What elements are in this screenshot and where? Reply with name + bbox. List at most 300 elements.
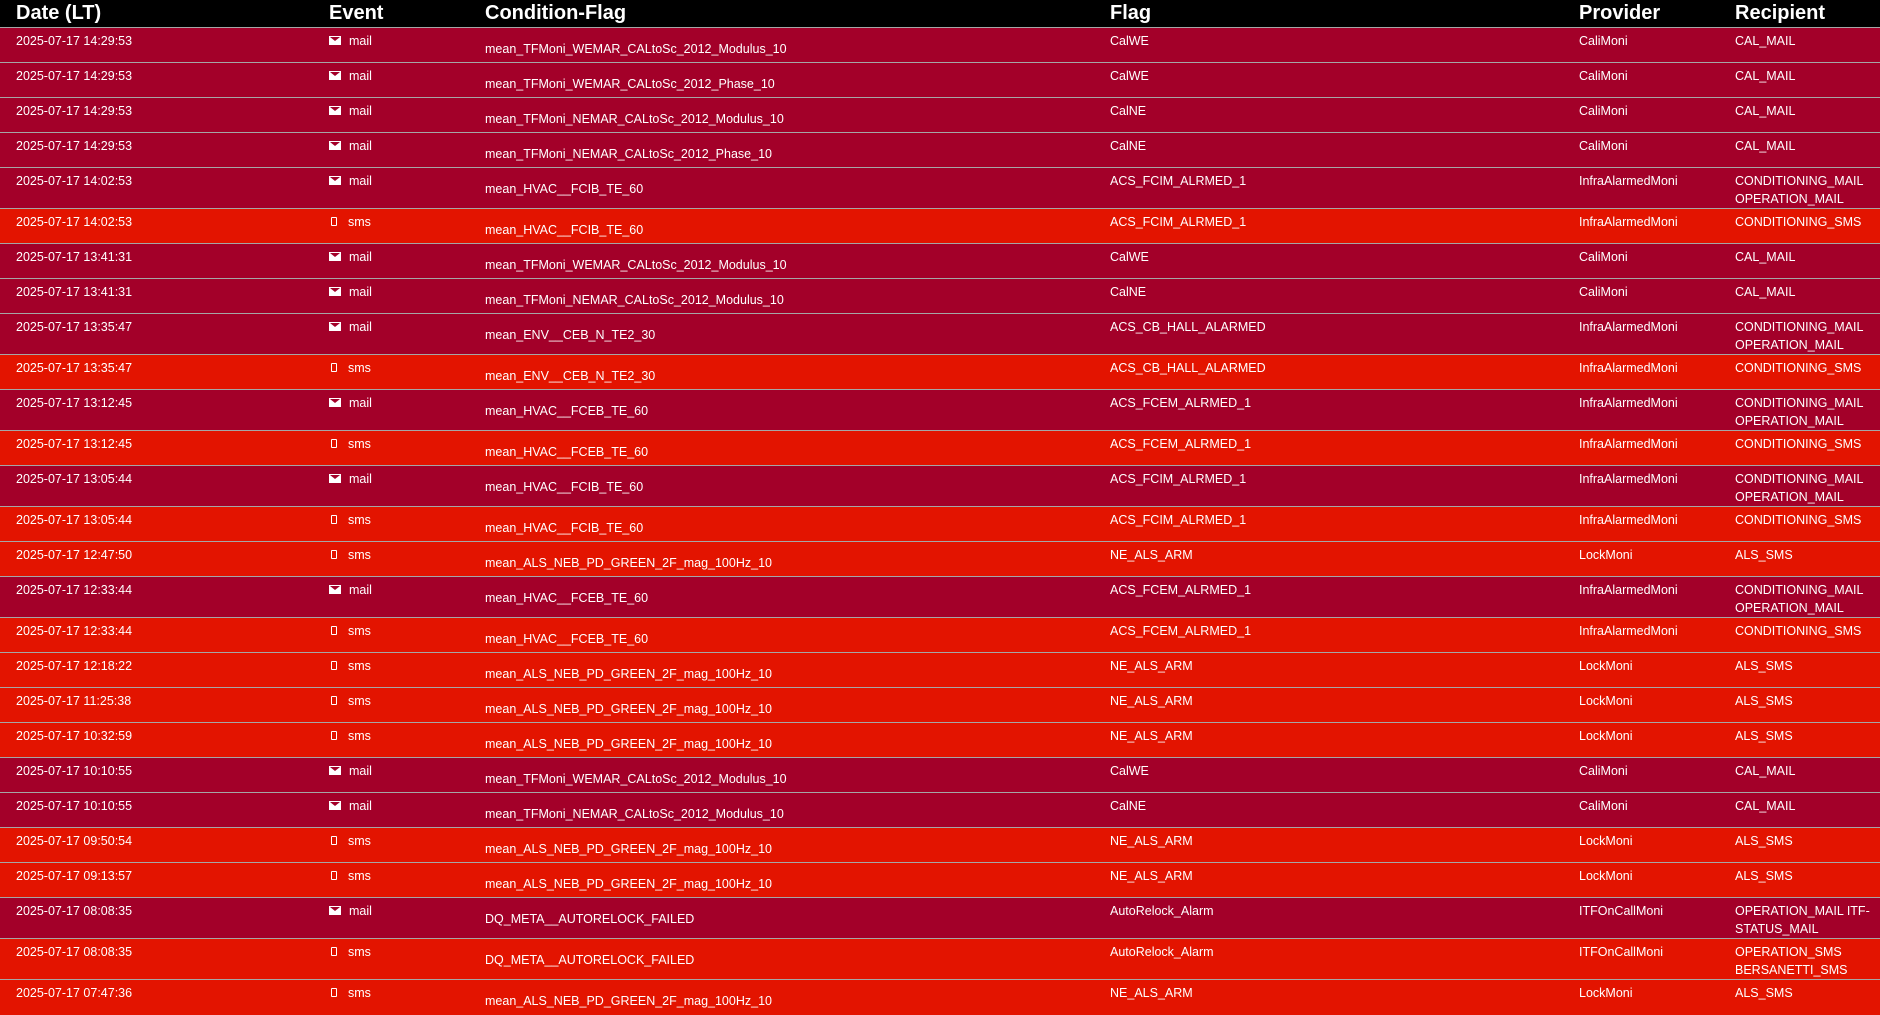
recipient-line: OPERATION_MAIL	[1735, 490, 1844, 504]
condition-flag-cell	[469, 244, 1094, 279]
table-row[interactable]	[0, 939, 1880, 980]
condition-flag-cell	[469, 898, 1094, 939]
date-cell: 2025-07-17 14:29:53	[0, 28, 313, 63]
condition-flag-text: mean_HVAC__FCIB_TE_60	[485, 480, 644, 494]
recipient-line: CONDITIONING_SMS	[1735, 437, 1862, 451]
condition-flag-cell	[469, 168, 1094, 209]
condition-flag-text: mean_ENV__CEB_N_TE2_30	[485, 369, 656, 383]
recipient-line: CAL_MAIL	[1735, 285, 1796, 299]
condition-flag-cell	[469, 723, 1094, 758]
envelope-icon	[329, 474, 341, 483]
event-cell	[313, 466, 469, 507]
recipient-cell	[1719, 828, 1880, 863]
flag-cell: ACS_FCEM_ALRMED_1	[1094, 618, 1563, 653]
condition-flag-cell	[469, 980, 1094, 1015]
date-cell: 2025-07-17 12:33:44	[0, 618, 313, 653]
event-cell	[313, 898, 469, 939]
condition-flag-text: DQ_META__AUTORELOCK_FAILED	[485, 912, 695, 926]
table-row[interactable]	[0, 98, 1880, 133]
provider-cell: CaliMoni	[1563, 133, 1719, 168]
recipient-line: CONDITIONING_SMS	[1735, 215, 1862, 229]
recipient-line: CONDITIONING_MAIL	[1735, 583, 1864, 597]
condition-flag-cell	[469, 314, 1094, 355]
event-cell	[313, 279, 469, 314]
header-flag[interactable]: Flag	[1094, 0, 1563, 28]
event-cell	[313, 507, 469, 542]
recipient-line: OPERATION_MAIL	[1735, 601, 1844, 615]
table-row[interactable]	[0, 758, 1880, 793]
condition-flag-cell	[469, 688, 1094, 723]
condition-flag-cell	[469, 466, 1094, 507]
date-cell: 2025-07-17 13:41:31	[0, 244, 313, 279]
date-cell: 2025-07-17 14:02:53	[0, 168, 313, 209]
table-row[interactable]	[0, 577, 1880, 618]
recipient-cell	[1719, 279, 1880, 314]
recipient-line: CAL_MAIL	[1735, 69, 1796, 83]
phone-icon	[331, 696, 337, 705]
condition-flag-text: DQ_META__AUTORELOCK_FAILED	[485, 953, 695, 967]
event-label: mail	[349, 904, 372, 918]
event-cell	[313, 758, 469, 793]
condition-flag-text: mean_TFMoni_WEMAR_CALtoSc_2012_Modulus_10	[485, 258, 787, 272]
event-cell	[313, 863, 469, 898]
recipient-cell	[1719, 98, 1880, 133]
table-row[interactable]	[0, 793, 1880, 828]
date-cell: 2025-07-17 08:08:35	[0, 939, 313, 980]
recipient-line: OPERATION_MAIL ITF-	[1735, 904, 1870, 918]
envelope-icon	[329, 398, 341, 407]
event-label: sms	[348, 548, 371, 562]
provider-cell: CaliMoni	[1563, 244, 1719, 279]
flag-cell: AutoRelock_Alarm	[1094, 939, 1563, 980]
event-cell	[313, 828, 469, 863]
event-label: sms	[348, 834, 371, 848]
flag-cell: ACS_FCIM_ALRMED_1	[1094, 168, 1563, 209]
header-provider[interactable]: Provider	[1563, 0, 1719, 28]
date-cell: 2025-07-17 14:29:53	[0, 133, 313, 168]
condition-flag-text: mean_HVAC__FCEB_TE_60	[485, 591, 649, 605]
recipient-line: ALS_SMS	[1735, 729, 1793, 743]
recipient-cell	[1719, 431, 1880, 466]
envelope-icon	[329, 801, 341, 810]
recipient-line: STATUS_MAIL	[1735, 922, 1819, 936]
recipient-line: OPERATION_MAIL	[1735, 414, 1844, 428]
table-row[interactable]	[0, 507, 1880, 542]
flag-cell: CalNE	[1094, 98, 1563, 133]
event-cell	[313, 980, 469, 1015]
recipient-cell	[1719, 390, 1880, 431]
recipient-line: CAL_MAIL	[1735, 34, 1796, 48]
event-label: sms	[348, 986, 371, 1000]
recipient-line: CONDITIONING_SMS	[1735, 361, 1862, 375]
event-label: mail	[349, 764, 372, 778]
condition-flag-text: mean_HVAC__FCIB_TE_60	[485, 521, 644, 535]
recipient-line: CONDITIONING_SMS	[1735, 624, 1862, 638]
recipient-line: ALS_SMS	[1735, 869, 1793, 883]
table-row[interactable]	[0, 898, 1880, 939]
flag-cell: ACS_CB_HALL_ALARMED	[1094, 314, 1563, 355]
event-label: mail	[349, 139, 372, 153]
event-label: mail	[349, 250, 372, 264]
envelope-icon	[329, 176, 341, 185]
date-cell: 2025-07-17 14:02:53	[0, 209, 313, 244]
phone-icon	[331, 515, 337, 524]
flag-cell: NE_ALS_ARM	[1094, 723, 1563, 758]
recipient-line: ALS_SMS	[1735, 986, 1793, 1000]
recipient-line: CAL_MAIL	[1735, 799, 1796, 813]
flag-cell: NE_ALS_ARM	[1094, 653, 1563, 688]
header-date[interactable]: Date (LT)	[0, 0, 313, 28]
provider-cell: LockMoni	[1563, 542, 1719, 577]
date-cell: 2025-07-17 12:18:22	[0, 653, 313, 688]
condition-flag-text: mean_TFMoni_NEMAR_CALtoSc_2012_Phase_10	[485, 147, 772, 161]
flag-cell: NE_ALS_ARM	[1094, 688, 1563, 723]
event-cell	[313, 577, 469, 618]
recipient-line: ALS_SMS	[1735, 834, 1793, 848]
event-label: mail	[349, 583, 372, 597]
recipient-line: ALS_SMS	[1735, 548, 1793, 562]
header-condition-flag[interactable]: Condition-Flag	[469, 0, 1094, 28]
provider-cell: InfraAlarmedMoni	[1563, 209, 1719, 244]
condition-flag-text: mean_HVAC__FCIB_TE_60	[485, 223, 644, 237]
date-cell: 2025-07-17 12:47:50	[0, 542, 313, 577]
envelope-icon	[329, 906, 341, 915]
event-cell	[313, 431, 469, 466]
flag-cell: ACS_FCEM_ALRMED_1	[1094, 390, 1563, 431]
flag-cell: CalWE	[1094, 28, 1563, 63]
condition-flag-text: mean_ALS_NEB_PD_GREEN_2F_mag_100Hz_10	[485, 877, 772, 891]
condition-flag-cell	[469, 758, 1094, 793]
provider-cell: LockMoni	[1563, 863, 1719, 898]
date-cell: 2025-07-17 14:29:53	[0, 63, 313, 98]
recipient-cell	[1719, 63, 1880, 98]
phone-icon	[331, 988, 337, 997]
event-cell	[313, 355, 469, 390]
envelope-icon	[329, 71, 341, 80]
condition-flag-cell	[469, 390, 1094, 431]
recipient-line: OPERATION_SMS	[1735, 945, 1842, 959]
recipient-line: CAL_MAIL	[1735, 104, 1796, 118]
table-row[interactable]	[0, 244, 1880, 279]
flag-cell: CalWE	[1094, 63, 1563, 98]
flag-cell: NE_ALS_ARM	[1094, 542, 1563, 577]
flag-cell: AutoRelock_Alarm	[1094, 898, 1563, 939]
provider-cell: LockMoni	[1563, 723, 1719, 758]
recipient-line: CAL_MAIL	[1735, 764, 1796, 778]
flag-cell: CalNE	[1094, 133, 1563, 168]
condition-flag-text: mean_ALS_NEB_PD_GREEN_2F_mag_100Hz_10	[485, 702, 772, 716]
date-cell: 2025-07-17 11:25:38	[0, 688, 313, 723]
event-label: mail	[349, 396, 372, 410]
event-label: sms	[348, 659, 371, 673]
table-row[interactable]	[0, 723, 1880, 758]
recipient-cell	[1719, 723, 1880, 758]
date-cell: 2025-07-17 09:13:57	[0, 863, 313, 898]
recipient-cell	[1719, 898, 1880, 939]
provider-cell: LockMoni	[1563, 828, 1719, 863]
flag-cell: CalWE	[1094, 244, 1563, 279]
event-label: sms	[348, 437, 371, 451]
date-cell: 2025-07-17 10:10:55	[0, 793, 313, 828]
condition-flag-text: mean_ALS_NEB_PD_GREEN_2F_mag_100Hz_10	[485, 842, 772, 856]
provider-cell: LockMoni	[1563, 688, 1719, 723]
phone-icon	[331, 550, 337, 559]
phone-icon	[331, 947, 337, 956]
condition-flag-cell	[469, 828, 1094, 863]
provider-cell: InfraAlarmedMoni	[1563, 466, 1719, 507]
condition-flag-cell	[469, 863, 1094, 898]
event-label: mail	[349, 285, 372, 299]
event-label: sms	[348, 729, 371, 743]
provider-cell: LockMoni	[1563, 980, 1719, 1015]
event-label: sms	[348, 694, 371, 708]
condition-flag-cell	[469, 939, 1094, 980]
recipient-cell	[1719, 168, 1880, 209]
table-row[interactable]	[0, 355, 1880, 390]
recipient-cell	[1719, 244, 1880, 279]
condition-flag-text: mean_ALS_NEB_PD_GREEN_2F_mag_100Hz_10	[485, 737, 772, 751]
flag-cell: ACS_FCIM_ALRMED_1	[1094, 507, 1563, 542]
event-cell	[313, 314, 469, 355]
date-cell: 2025-07-17 13:35:47	[0, 355, 313, 390]
flag-cell: ACS_FCIM_ALRMED_1	[1094, 209, 1563, 244]
date-cell: 2025-07-17 14:29:53	[0, 98, 313, 133]
provider-cell: ITFOnCallMoni	[1563, 939, 1719, 980]
recipient-cell	[1719, 355, 1880, 390]
recipient-line: OPERATION_MAIL	[1735, 338, 1844, 352]
phone-icon	[331, 661, 337, 670]
provider-cell: ITFOnCallMoni	[1563, 898, 1719, 939]
event-label: mail	[349, 104, 372, 118]
recipient-line: CONDITIONING_MAIL	[1735, 174, 1864, 188]
table-row[interactable]	[0, 653, 1880, 688]
condition-flag-cell	[469, 28, 1094, 63]
condition-flag-cell	[469, 542, 1094, 577]
flag-cell: CalNE	[1094, 279, 1563, 314]
provider-cell: InfraAlarmedMoni	[1563, 355, 1719, 390]
event-cell	[313, 209, 469, 244]
provider-cell: InfraAlarmedMoni	[1563, 168, 1719, 209]
event-cell	[313, 98, 469, 133]
condition-flag-text: mean_TFMoni_WEMAR_CALtoSc_2012_Modulus_10	[485, 42, 787, 56]
condition-flag-cell	[469, 63, 1094, 98]
date-cell: 2025-07-17 10:32:59	[0, 723, 313, 758]
event-label: mail	[349, 174, 372, 188]
envelope-icon	[329, 585, 341, 594]
recipient-cell	[1719, 466, 1880, 507]
event-cell	[313, 688, 469, 723]
provider-cell: CaliMoni	[1563, 793, 1719, 828]
event-label: mail	[349, 34, 372, 48]
event-cell	[313, 939, 469, 980]
flag-cell: CalWE	[1094, 758, 1563, 793]
provider-cell: InfraAlarmedMoni	[1563, 618, 1719, 653]
condition-flag-cell	[469, 355, 1094, 390]
table-header	[0, 0, 1880, 28]
date-cell: 2025-07-17 08:08:35	[0, 898, 313, 939]
recipient-cell	[1719, 863, 1880, 898]
recipient-cell	[1719, 133, 1880, 168]
condition-flag-text: mean_TFMoni_WEMAR_CALtoSc_2012_Modulus_10	[485, 772, 787, 786]
recipient-cell	[1719, 209, 1880, 244]
condition-flag-text: mean_TFMoni_NEMAR_CALtoSc_2012_Modulus_10	[485, 112, 784, 126]
provider-cell: InfraAlarmedMoni	[1563, 507, 1719, 542]
date-cell: 2025-07-17 13:12:45	[0, 390, 313, 431]
recipient-cell	[1719, 793, 1880, 828]
condition-flag-cell	[469, 279, 1094, 314]
flag-cell: ACS_FCEM_ALRMED_1	[1094, 577, 1563, 618]
table-row[interactable]	[0, 168, 1880, 209]
table-row[interactable]	[0, 466, 1880, 507]
condition-flag-cell	[469, 98, 1094, 133]
phone-icon	[331, 217, 337, 226]
table-row[interactable]	[0, 863, 1880, 898]
provider-cell: LockMoni	[1563, 653, 1719, 688]
flag-cell: NE_ALS_ARM	[1094, 980, 1563, 1015]
condition-flag-text: mean_ALS_NEB_PD_GREEN_2F_mag_100Hz_10	[485, 994, 772, 1008]
recipient-line: ALS_SMS	[1735, 659, 1793, 673]
header-event[interactable]: Event	[313, 0, 469, 28]
condition-flag-text: mean_HVAC__FCIB_TE_60	[485, 182, 644, 196]
recipient-line: CONDITIONING_SMS	[1735, 513, 1862, 527]
provider-cell: InfraAlarmedMoni	[1563, 577, 1719, 618]
event-label: sms	[348, 361, 371, 375]
recipient-cell	[1719, 507, 1880, 542]
date-cell: 2025-07-17 13:05:44	[0, 507, 313, 542]
table-row[interactable]	[0, 279, 1880, 314]
recipient-cell	[1719, 653, 1880, 688]
envelope-icon	[329, 106, 341, 115]
date-cell: 2025-07-17 13:41:31	[0, 279, 313, 314]
table-row[interactable]	[0, 314, 1880, 355]
condition-flag-cell	[469, 618, 1094, 653]
condition-flag-text: mean_TFMoni_WEMAR_CALtoSc_2012_Phase_10	[485, 77, 775, 91]
recipient-line: CAL_MAIL	[1735, 250, 1796, 264]
table-row[interactable]	[0, 28, 1880, 63]
event-label: sms	[348, 945, 371, 959]
table-row[interactable]	[0, 133, 1880, 168]
envelope-icon	[329, 36, 341, 45]
table-row[interactable]	[0, 618, 1880, 653]
event-label: mail	[349, 320, 372, 334]
table-row[interactable]	[0, 542, 1880, 577]
envelope-icon	[329, 141, 341, 150]
event-label: mail	[349, 69, 372, 83]
event-cell	[313, 653, 469, 688]
envelope-icon	[329, 766, 341, 775]
recipient-cell	[1719, 542, 1880, 577]
recipient-cell	[1719, 618, 1880, 653]
recipient-cell	[1719, 314, 1880, 355]
phone-icon	[331, 836, 337, 845]
recipient-line: OPERATION_MAIL	[1735, 192, 1844, 206]
table-row[interactable]	[0, 688, 1880, 723]
event-cell	[313, 793, 469, 828]
date-cell: 2025-07-17 09:50:54	[0, 828, 313, 863]
provider-cell: InfraAlarmedMoni	[1563, 314, 1719, 355]
table-row[interactable]	[0, 828, 1880, 863]
phone-icon	[331, 363, 337, 372]
event-label: sms	[348, 513, 371, 527]
condition-flag-cell	[469, 507, 1094, 542]
event-label: sms	[348, 869, 371, 883]
condition-flag-text: mean_TFMoni_NEMAR_CALtoSc_2012_Modulus_10	[485, 807, 784, 821]
phone-icon	[331, 626, 337, 635]
provider-cell: InfraAlarmedMoni	[1563, 431, 1719, 466]
flag-cell: NE_ALS_ARM	[1094, 863, 1563, 898]
condition-flag-cell	[469, 653, 1094, 688]
envelope-icon	[329, 252, 341, 261]
condition-flag-text: mean_HVAC__FCEB_TE_60	[485, 404, 649, 418]
event-cell	[313, 723, 469, 758]
recipient-cell	[1719, 758, 1880, 793]
table-row[interactable]	[0, 390, 1880, 431]
recipient-line: CONDITIONING_MAIL	[1735, 472, 1864, 486]
recipient-cell	[1719, 688, 1880, 723]
phone-icon	[331, 439, 337, 448]
condition-flag-text: mean_ENV__CEB_N_TE2_30	[485, 328, 656, 342]
table-row[interactable]	[0, 209, 1880, 244]
event-cell	[313, 133, 469, 168]
recipient-line: CONDITIONING_MAIL	[1735, 396, 1864, 410]
condition-flag-text: mean_ALS_NEB_PD_GREEN_2F_mag_100Hz_10	[485, 667, 772, 681]
date-cell: 2025-07-17 13:12:45	[0, 431, 313, 466]
recipient-line: BERSANETTI_SMS	[1735, 963, 1848, 977]
event-cell	[313, 28, 469, 63]
recipient-cell	[1719, 28, 1880, 63]
condition-flag-cell	[469, 577, 1094, 618]
recipient-cell	[1719, 577, 1880, 618]
date-cell: 2025-07-17 13:35:47	[0, 314, 313, 355]
event-cell	[313, 618, 469, 653]
condition-flag-text: mean_TFMoni_NEMAR_CALtoSc_2012_Modulus_10	[485, 293, 784, 307]
recipient-line: ALS_SMS	[1735, 694, 1793, 708]
table-body	[0, 28, 1880, 1015]
event-label: sms	[348, 624, 371, 638]
table-row[interactable]	[0, 63, 1880, 98]
table-row[interactable]	[0, 980, 1880, 1015]
table-row[interactable]	[0, 431, 1880, 466]
flag-cell: ACS_CB_HALL_ALARMED	[1094, 355, 1563, 390]
provider-cell: CaliMoni	[1563, 758, 1719, 793]
phone-icon	[331, 871, 337, 880]
flag-cell: ACS_FCIM_ALRMED_1	[1094, 466, 1563, 507]
envelope-icon	[329, 322, 341, 331]
recipient-line: CAL_MAIL	[1735, 139, 1796, 153]
condition-flag-text: mean_HVAC__FCEB_TE_60	[485, 632, 649, 646]
envelope-icon	[329, 287, 341, 296]
recipient-cell	[1719, 980, 1880, 1015]
header-recipient[interactable]: Recipient	[1719, 0, 1880, 28]
event-cell	[313, 168, 469, 209]
condition-flag-cell	[469, 793, 1094, 828]
provider-cell: CaliMoni	[1563, 98, 1719, 133]
flag-cell: CalNE	[1094, 793, 1563, 828]
recipient-line: CONDITIONING_MAIL	[1735, 320, 1864, 334]
recipient-cell	[1719, 939, 1880, 980]
flag-cell: ACS_FCEM_ALRMED_1	[1094, 431, 1563, 466]
event-cell	[313, 63, 469, 98]
condition-flag-cell	[469, 209, 1094, 244]
condition-flag-cell	[469, 133, 1094, 168]
date-cell: 2025-07-17 07:47:36	[0, 980, 313, 1015]
event-cell	[313, 542, 469, 577]
condition-flag-text: mean_HVAC__FCEB_TE_60	[485, 445, 649, 459]
event-label: sms	[348, 215, 371, 229]
condition-flag-text: mean_ALS_NEB_PD_GREEN_2F_mag_100Hz_10	[485, 556, 772, 570]
date-cell: 2025-07-17 12:33:44	[0, 577, 313, 618]
date-cell: 2025-07-17 13:05:44	[0, 466, 313, 507]
